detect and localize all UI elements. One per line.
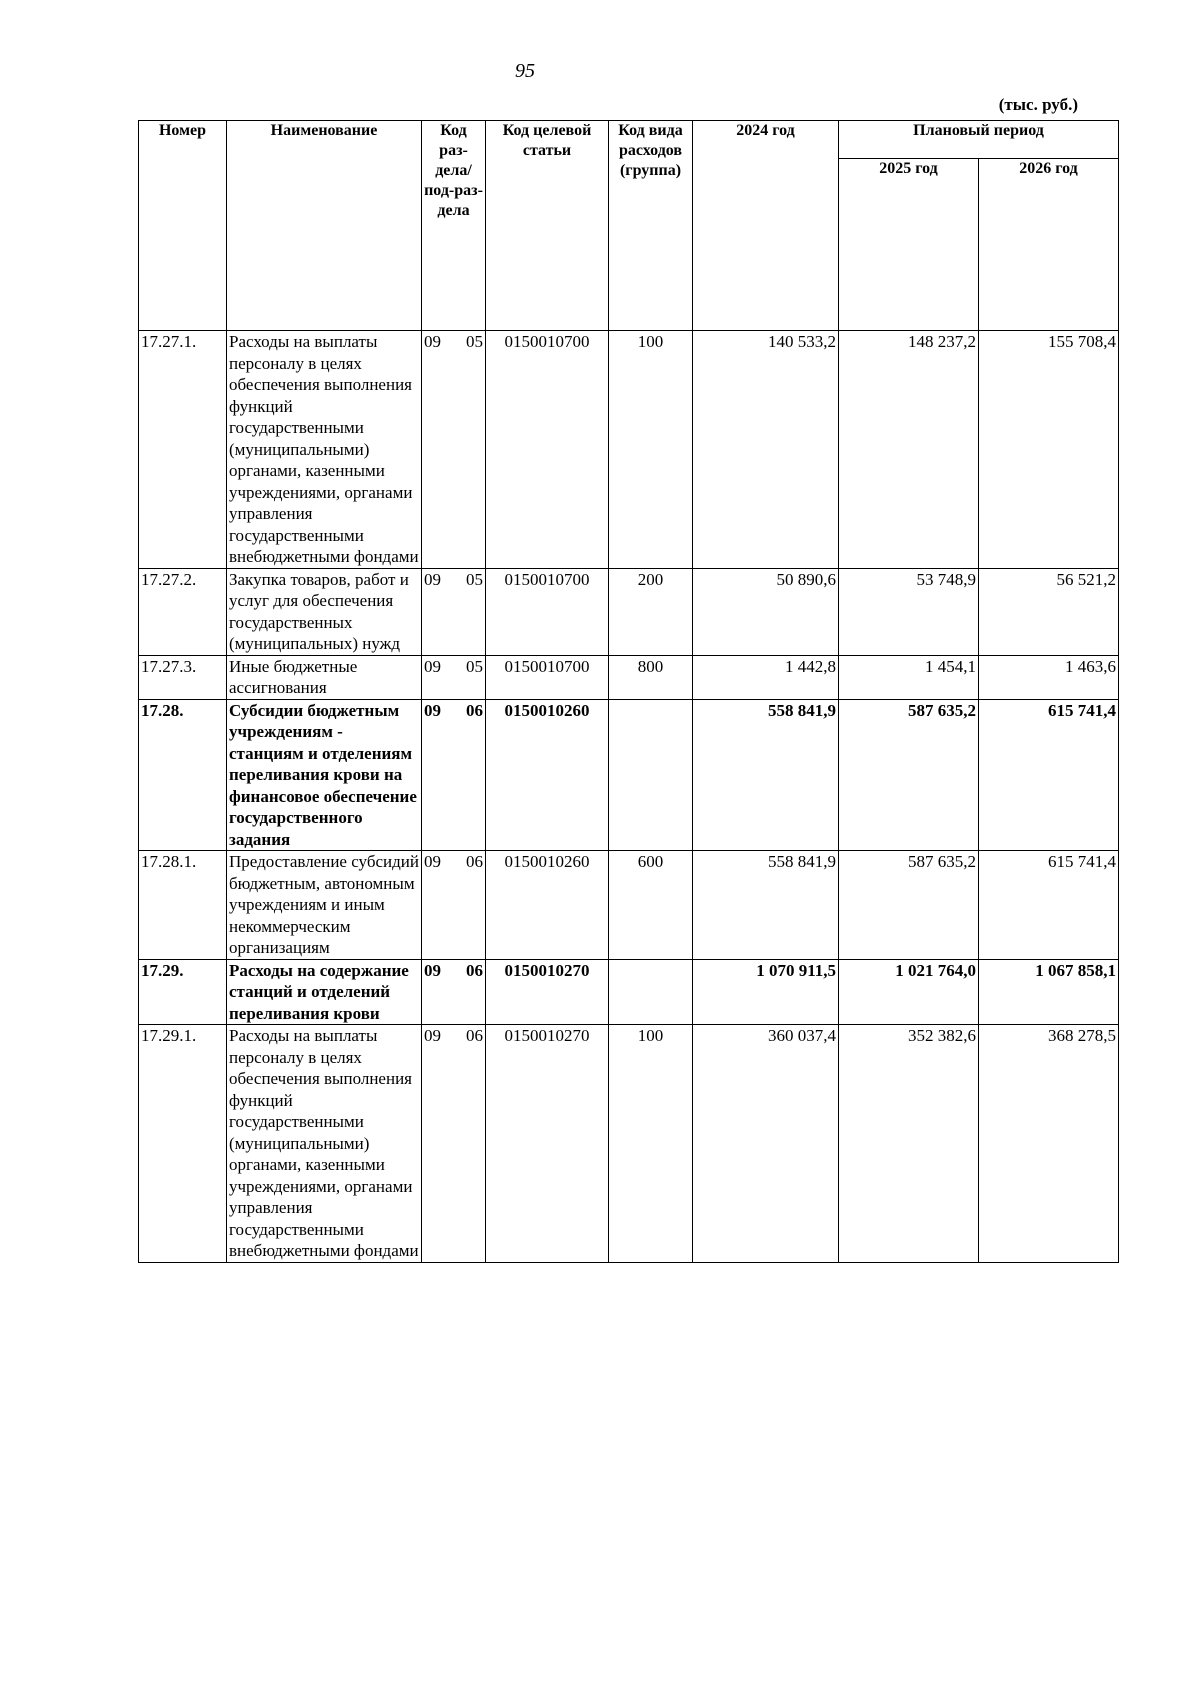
table-body xyxy=(139,331,1119,1263)
table-row xyxy=(139,1025,1119,1263)
page-number: 95 xyxy=(515,60,535,82)
row-value-2026: 1 067 858,1 xyxy=(979,959,1119,1025)
row-value-2025: 53 748,9 xyxy=(839,568,979,655)
row-value-2024: 1 070 911,5 xyxy=(693,959,839,1025)
header-2025: 2025 год xyxy=(839,159,979,331)
row-value-2026: 615 741,4 xyxy=(979,699,1119,851)
subsection-code: 05 xyxy=(466,332,483,351)
row-expense-type: 800 xyxy=(609,655,693,699)
row-number: 17.28. xyxy=(139,699,227,851)
header-planned-period: Плановый период xyxy=(839,121,1119,159)
header-2024: 2024 год xyxy=(693,121,839,331)
row-number: 17.29. xyxy=(139,959,227,1025)
row-value-2025: 587 635,2 xyxy=(839,851,979,960)
subsection-code: 06 xyxy=(466,700,483,720)
row-target-code: 0150010700 xyxy=(486,655,609,699)
row-section-code xyxy=(422,655,486,699)
row-section-code xyxy=(422,959,486,1025)
section-code: 09 xyxy=(424,960,441,980)
row-expense-type xyxy=(609,959,693,1025)
row-number: 17.27.2. xyxy=(139,568,227,655)
row-target-code: 0150010270 xyxy=(486,1025,609,1263)
row-value-2024: 558 841,9 xyxy=(693,699,839,851)
row-target-code: 0150010700 xyxy=(486,331,609,569)
header-num: Номер xyxy=(139,121,227,331)
row-number: 17.27.1. xyxy=(139,331,227,569)
row-value-2024: 558 841,9 xyxy=(693,851,839,960)
row-name: Предоставление субсидий бюджетным, автономным учреждениям и иным некоммерческим организациям xyxy=(227,851,422,960)
table-row xyxy=(139,699,1119,851)
table-row xyxy=(139,331,1119,569)
section-code: 09 xyxy=(424,1026,441,1045)
section-code: 09 xyxy=(424,656,441,676)
budget-table xyxy=(138,120,1119,1263)
row-section-code xyxy=(422,851,486,960)
subsection-code: 05 xyxy=(466,569,483,589)
row-value-2024: 360 037,4 xyxy=(693,1025,839,1263)
section-code: 09 xyxy=(424,852,441,871)
row-value-2025: 1 021 764,0 xyxy=(839,959,979,1025)
row-name: Расходы на выплаты персоналу в целях обеспечения выполнения функций государственными (муниципальными) органами, казенными учреждениями, органами управления государственными внебюджетными фондами xyxy=(227,331,422,569)
row-expense-type: 100 xyxy=(609,1025,693,1263)
row-target-code: 0150010700 xyxy=(486,568,609,655)
header-row-top xyxy=(139,121,1119,159)
row-value-2026: 155 708,4 xyxy=(979,331,1119,569)
row-value-2026: 56 521,2 xyxy=(979,568,1119,655)
table-row xyxy=(139,655,1119,699)
header-section-code: Код раз-дела/ под-раз-дела xyxy=(422,121,486,331)
row-name: Закупка товаров, работ и услуг для обеспечения государственных (муниципальных) нужд xyxy=(227,568,422,655)
row-value-2024: 50 890,6 xyxy=(693,568,839,655)
row-target-code: 0150010260 xyxy=(486,699,609,851)
row-value-2024: 1 442,8 xyxy=(693,655,839,699)
row-value-2025: 148 237,2 xyxy=(839,331,979,569)
header-name: Наименование xyxy=(227,121,422,331)
header-expense-type: Код вида расходов (группа) xyxy=(609,121,693,331)
subsection-code: 05 xyxy=(466,656,483,676)
row-number: 17.29.1. xyxy=(139,1025,227,1263)
row-value-2025: 352 382,6 xyxy=(839,1025,979,1263)
row-section-code xyxy=(422,699,486,851)
header-2026: 2026 год xyxy=(979,159,1119,331)
row-value-2026: 368 278,5 xyxy=(979,1025,1119,1263)
section-code: 09 xyxy=(424,700,441,720)
table-row xyxy=(139,568,1119,655)
row-section-code xyxy=(422,1025,486,1263)
row-section-code xyxy=(422,568,486,655)
row-value-2026: 615 741,4 xyxy=(979,851,1119,960)
row-target-code: 0150010270 xyxy=(486,959,609,1025)
row-section-code xyxy=(422,331,486,569)
row-target-code: 0150010260 xyxy=(486,851,609,960)
header-target-code: Код целевой статьи xyxy=(486,121,609,331)
row-number: 17.28.1. xyxy=(139,851,227,960)
row-number: 17.27.3. xyxy=(139,655,227,699)
section-code: 09 xyxy=(424,569,441,589)
subsection-code: 06 xyxy=(466,1026,483,1045)
table-row xyxy=(139,959,1119,1025)
row-expense-type: 200 xyxy=(609,568,693,655)
row-value-2025: 1 454,1 xyxy=(839,655,979,699)
row-expense-type xyxy=(609,699,693,851)
section-code: 09 xyxy=(424,332,441,351)
row-expense-type: 100 xyxy=(609,331,693,569)
row-value-2024: 140 533,2 xyxy=(693,331,839,569)
row-name: Расходы на выплаты персоналу в целях обеспечения выполнения функций государственными (муниципальными) органами, казенными учреждениями, органами управления государственными внебюджетными фондами xyxy=(227,1025,422,1263)
units-label: (тыс. руб.) xyxy=(998,95,1078,114)
row-name: Расходы на содержание станций и отделений переливания крови xyxy=(227,959,422,1025)
table-row xyxy=(139,851,1119,960)
row-value-2025: 587 635,2 xyxy=(839,699,979,851)
row-name: Иные бюджетные ассигнования xyxy=(227,655,422,699)
row-name: Субсидии бюджетным учреждениям - станциям и отделениям переливания крови на финансовое обеспечение государственного задания xyxy=(227,699,422,851)
subsection-code: 06 xyxy=(466,960,483,980)
subsection-code: 06 xyxy=(466,852,483,871)
row-expense-type: 600 xyxy=(609,851,693,960)
row-value-2026: 1 463,6 xyxy=(979,655,1119,699)
